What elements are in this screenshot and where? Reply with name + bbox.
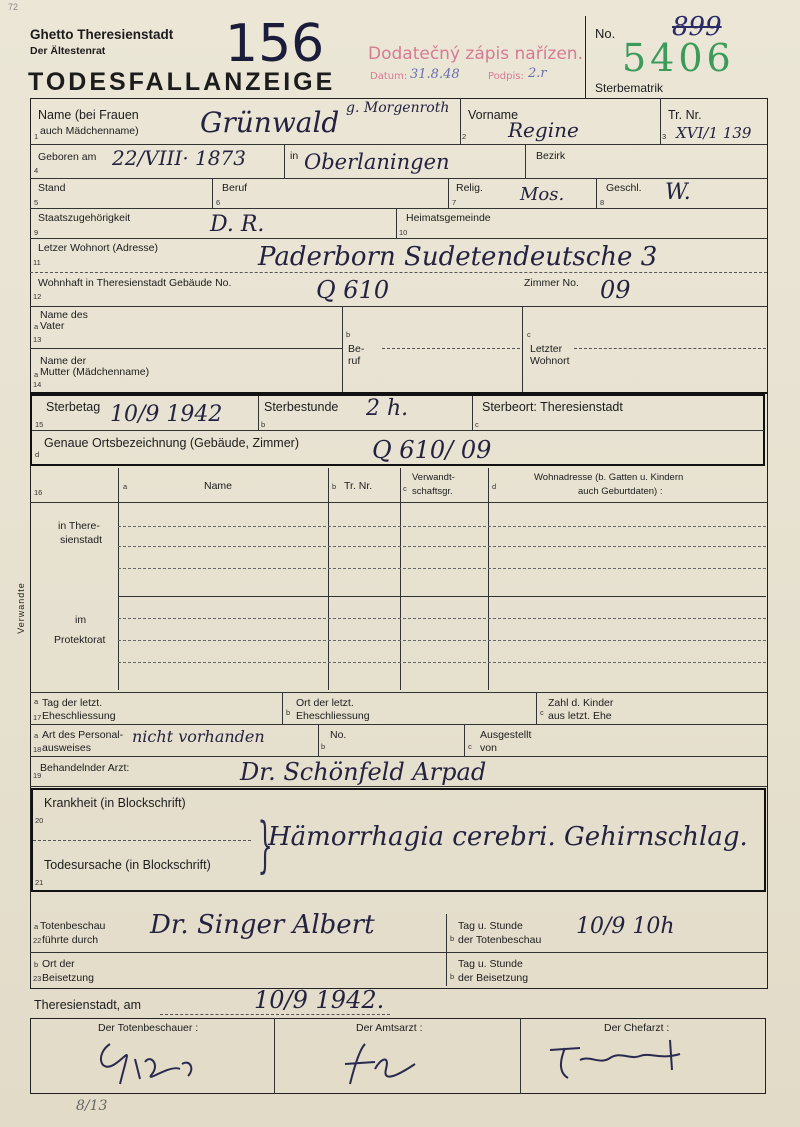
rel-in-there-2: sienstadt bbox=[60, 534, 103, 546]
org-name: Ghetto Theresienstadt bbox=[30, 27, 174, 42]
stamp-datum-value: 31.8.48 bbox=[410, 67, 460, 82]
stand-label: Stand bbox=[38, 182, 66, 194]
bezirk-label: Bezirk bbox=[536, 150, 566, 162]
letzter-label: Letzer Wohnort (Adresse) bbox=[38, 242, 159, 254]
mutter-label-2: Mutter (Mädchenname) bbox=[40, 366, 150, 378]
kinder-label-2: aus letzt. Ehe bbox=[548, 710, 612, 722]
signature-chefarzt bbox=[540, 1030, 700, 1086]
sterbestunde-value: 2 h. bbox=[366, 396, 409, 421]
handwritten-number: 156 bbox=[225, 14, 325, 74]
sterbetag-label: Sterbetag bbox=[46, 400, 101, 414]
sig2-label: Der Amtsarzt : bbox=[356, 1022, 423, 1034]
geboren-label: Geboren am bbox=[38, 151, 97, 163]
sterbeort-label: Sterbeort: Theresienstadt bbox=[482, 400, 623, 414]
place-date-label: Theresienstadt, am bbox=[34, 998, 141, 1012]
vorname-label: Vorname bbox=[468, 108, 519, 122]
letzter2-label-2: Wohnort bbox=[530, 355, 570, 367]
no-label: No. bbox=[595, 26, 616, 41]
staats-label: Staatszugehörigkeit bbox=[38, 212, 131, 224]
totenbeschau-label-2: führte durch bbox=[42, 934, 99, 946]
tag-beis-label-2: der Beisetzung bbox=[458, 972, 529, 984]
name-value-extra: g. Morgenroth bbox=[346, 100, 450, 116]
tag-beis-label: Tag u. Stunde bbox=[458, 958, 523, 970]
tag-ehe-label-2: Eheschliessung bbox=[42, 710, 116, 722]
zimmer-value: 09 bbox=[600, 276, 631, 304]
place-date-value: 10/9 1942. bbox=[254, 986, 385, 1014]
ort-ehe-label-2: Eheschliessung bbox=[296, 710, 370, 722]
vater-label-2: Vater bbox=[40, 320, 65, 332]
vorname-value: Regine bbox=[508, 118, 579, 142]
bottom-mark: 8/13 bbox=[76, 1098, 108, 1114]
genaue-value: Q 610/ 09 bbox=[372, 436, 492, 464]
geschl-value: W. bbox=[665, 180, 691, 205]
trnr-label: Tr. Nr. bbox=[668, 108, 702, 122]
totenbeschau-value: Dr. Singer Albert bbox=[150, 910, 375, 940]
todesursache-label: Todesursache (in Blockschrift) bbox=[44, 858, 211, 872]
rel-col-verw-2: schaftsgr. bbox=[412, 486, 453, 497]
ort-beis-label-2: Beisetzung bbox=[42, 972, 94, 984]
no-value-green: 5406 bbox=[622, 36, 735, 80]
sig3-label: Der Chefarzt : bbox=[604, 1022, 670, 1034]
heimat-label: Heimatsgemeinde bbox=[406, 212, 491, 224]
ausgestellt-label: Ausgestellt bbox=[480, 729, 532, 741]
tag-toten-label-2: der Totenbeschau bbox=[458, 934, 542, 946]
tag-ehe-label: Tag der letzt. bbox=[42, 697, 103, 709]
staats-value: D. R. bbox=[210, 212, 265, 237]
ausgestellt-label-2: von bbox=[480, 742, 497, 754]
arzt-value: Dr. Schönfeld Arpad bbox=[240, 758, 487, 786]
wohn-label: Wohnhaft in Theresienstadt Gebäude No. bbox=[38, 277, 232, 289]
geschl-label: Geschl. bbox=[606, 182, 642, 194]
vater-label: Name des bbox=[40, 309, 88, 321]
no-value-crossed: 899 bbox=[672, 12, 722, 42]
beruf-label: Beruf bbox=[222, 182, 248, 194]
rel-col-verw: Verwandt- bbox=[412, 472, 455, 483]
stamp-podpis-label: Podpis: bbox=[488, 71, 524, 82]
zimmer-label: Zimmer No. bbox=[524, 277, 579, 289]
genaue-label: Genaue Ortsbezeichnung (Gebäude, Zimmer) bbox=[44, 436, 299, 450]
form-title: TODESFALLANZEIGE bbox=[28, 68, 336, 96]
sterbetag-value: 10/9 1942 bbox=[110, 402, 223, 427]
signature-amtsarzt bbox=[320, 1034, 440, 1090]
arzt-label: Behandelnder Arzt: bbox=[40, 762, 130, 774]
wohn-value: Q 610 bbox=[316, 276, 390, 304]
signature-totenbeschauer bbox=[90, 1034, 210, 1090]
stamp-podpis-value: 2.r bbox=[528, 66, 547, 81]
krankheit-value: Hämorrhagia cerebri. Gehirnschlag. bbox=[268, 822, 748, 852]
sterbematrik-label: Sterbematrik bbox=[595, 81, 664, 95]
rel-col-wohn: Wohnadresse (b. Gatten u. Kindern bbox=[534, 472, 684, 483]
in-value: Oberlaningen bbox=[304, 150, 450, 174]
stamp-datum-label: Datum: bbox=[370, 71, 408, 82]
krankheit-label: Krankheit (in Blockschrift) bbox=[44, 796, 186, 810]
mutter-label: Name der bbox=[40, 355, 87, 367]
ort-ehe-label: Ort der letzt. bbox=[296, 697, 354, 709]
in-label: in bbox=[290, 150, 299, 162]
trnr-value: XVI/1 139 bbox=[676, 124, 752, 142]
letzter2-label: Letzter bbox=[530, 343, 563, 355]
relig-label: Relig. bbox=[456, 182, 483, 194]
name-label-2: auch Mädchenname) bbox=[40, 125, 139, 137]
beruf2-label-2: ruf bbox=[348, 355, 361, 367]
rel-col-trnr: Tr. Nr. bbox=[344, 480, 373, 492]
kinder-label: Zahl d. Kinder bbox=[548, 697, 614, 709]
ausweis-value: nicht vorhanden bbox=[132, 727, 265, 746]
rel-protektorat: Protektorat bbox=[54, 634, 106, 646]
ausweis-label: Art des Personal- bbox=[42, 729, 124, 741]
verwandte-vertical: Verwandte bbox=[15, 582, 26, 634]
tag-toten-value: 10/9 10h bbox=[576, 914, 675, 939]
rel-in-there: in There- bbox=[58, 520, 100, 532]
death-notice-form: Ghetto Theresienstadt Der Ältestenrat TODESFALLANZEIGE 156 72 Dodatečný zápis nařízen. Datum: 31.8.48 Podpis: 2.r No. 899 5406 Sterbematrik Name (bei Frauen auch Mädchenname) 1 Grünwald g. Morgenroth Vorname 2 Regine Tr. Nr. 3 XVI/1 139 Geboren am 4 22/VIII· 1873 in Oberlaningen Bezirk Stand 5 Beruf 6 Relig. 7 Mos. Geschl. 8 W. Staatszugehörigkeit 9 D. R. Heimatsgemeinde 10 Letzer Wohnort (Adresse) 11 Paderborn Sudetendeutsche 3 Wohnhaft in Theresienstadt Gebäude No. 12 Q 610 Zimmer No. 09 Name des a Vater 13 Name der a Mutter (Mädchenname) 14 b Be- ruf c Letzter Wohnort Sterbetag 15 10/9 1942 Sterbestunde b 2 h. Sterbeort: Theresienstadt c Genaue Ortsbezeichnung (Gebäude, Zimmer) d Q 610/ 09 16 a Name b Tr. Nr. c Verwandt- schaftsgr. d Wohnadresse (b. Gatten u. Kindern auch Geburtdaten) : Verwandte in There- sienstadt im Protektorat a Tag der letzt. 17 Eheschliessung b Ort der letzt. Eheschliessung c Zahl d. Kinder aus letzt. Ehe a Art des Personal- 18 ausweises nicht vorhanden b No. c Ausgestellt von Behandelnder Arzt: 19 Dr. Schönfeld Arpad Krankheit (in Blockschrift) 20 Todesursache (in Blockschrift) 21 } Hämorrhagia cerebri. Gehirnschlag. a Totenbeschau 22 führte durch Dr. Singer Albert b Tag u. Stunde der Totenbeschau 10/9 10h b Ort der 23 Beisetzung b Tag u. Stunde der Beisetzung Theresienstadt, am 10/9 1942. Der Totenbeschauer : Der Amtsarzt : Der Chefarzt : 8/13 bbox=[0, 0, 800, 1127]
header-divider bbox=[585, 16, 586, 98]
tag-toten-label: Tag u. Stunde bbox=[458, 920, 523, 932]
sig1-label: Der Totenbeschauer : bbox=[98, 1022, 199, 1034]
rel-col-name: Name bbox=[204, 480, 233, 492]
ort-beis-label: Ort der bbox=[42, 958, 75, 970]
stamp-line: Dodatečný zápis nařízen. bbox=[368, 44, 583, 64]
relig-value: Mos. bbox=[520, 184, 565, 205]
letzter-value: Paderborn Sudetendeutsche 3 bbox=[258, 242, 658, 272]
geboren-value: 22/VIII· 1873 bbox=[112, 146, 246, 170]
brace-icon: } bbox=[257, 810, 273, 880]
corner-mark: 72 bbox=[8, 2, 19, 12]
totenbeschau-label: Totenbeschau bbox=[40, 920, 106, 932]
sterbestunde-label: Sterbestunde bbox=[264, 400, 339, 414]
org-subname: Der Ältestenrat bbox=[30, 45, 106, 57]
rel-im: im bbox=[75, 614, 87, 626]
ausweis-no-label: No. bbox=[330, 729, 347, 741]
rel-col-wohn-2: auch Geburtdaten) : bbox=[578, 486, 663, 497]
beruf2-label: Be- bbox=[348, 343, 365, 355]
ausweis-label-2: ausweises bbox=[42, 742, 92, 754]
name-label: Name (bei Frauen bbox=[38, 108, 139, 122]
name-value: Grünwald bbox=[200, 106, 340, 139]
